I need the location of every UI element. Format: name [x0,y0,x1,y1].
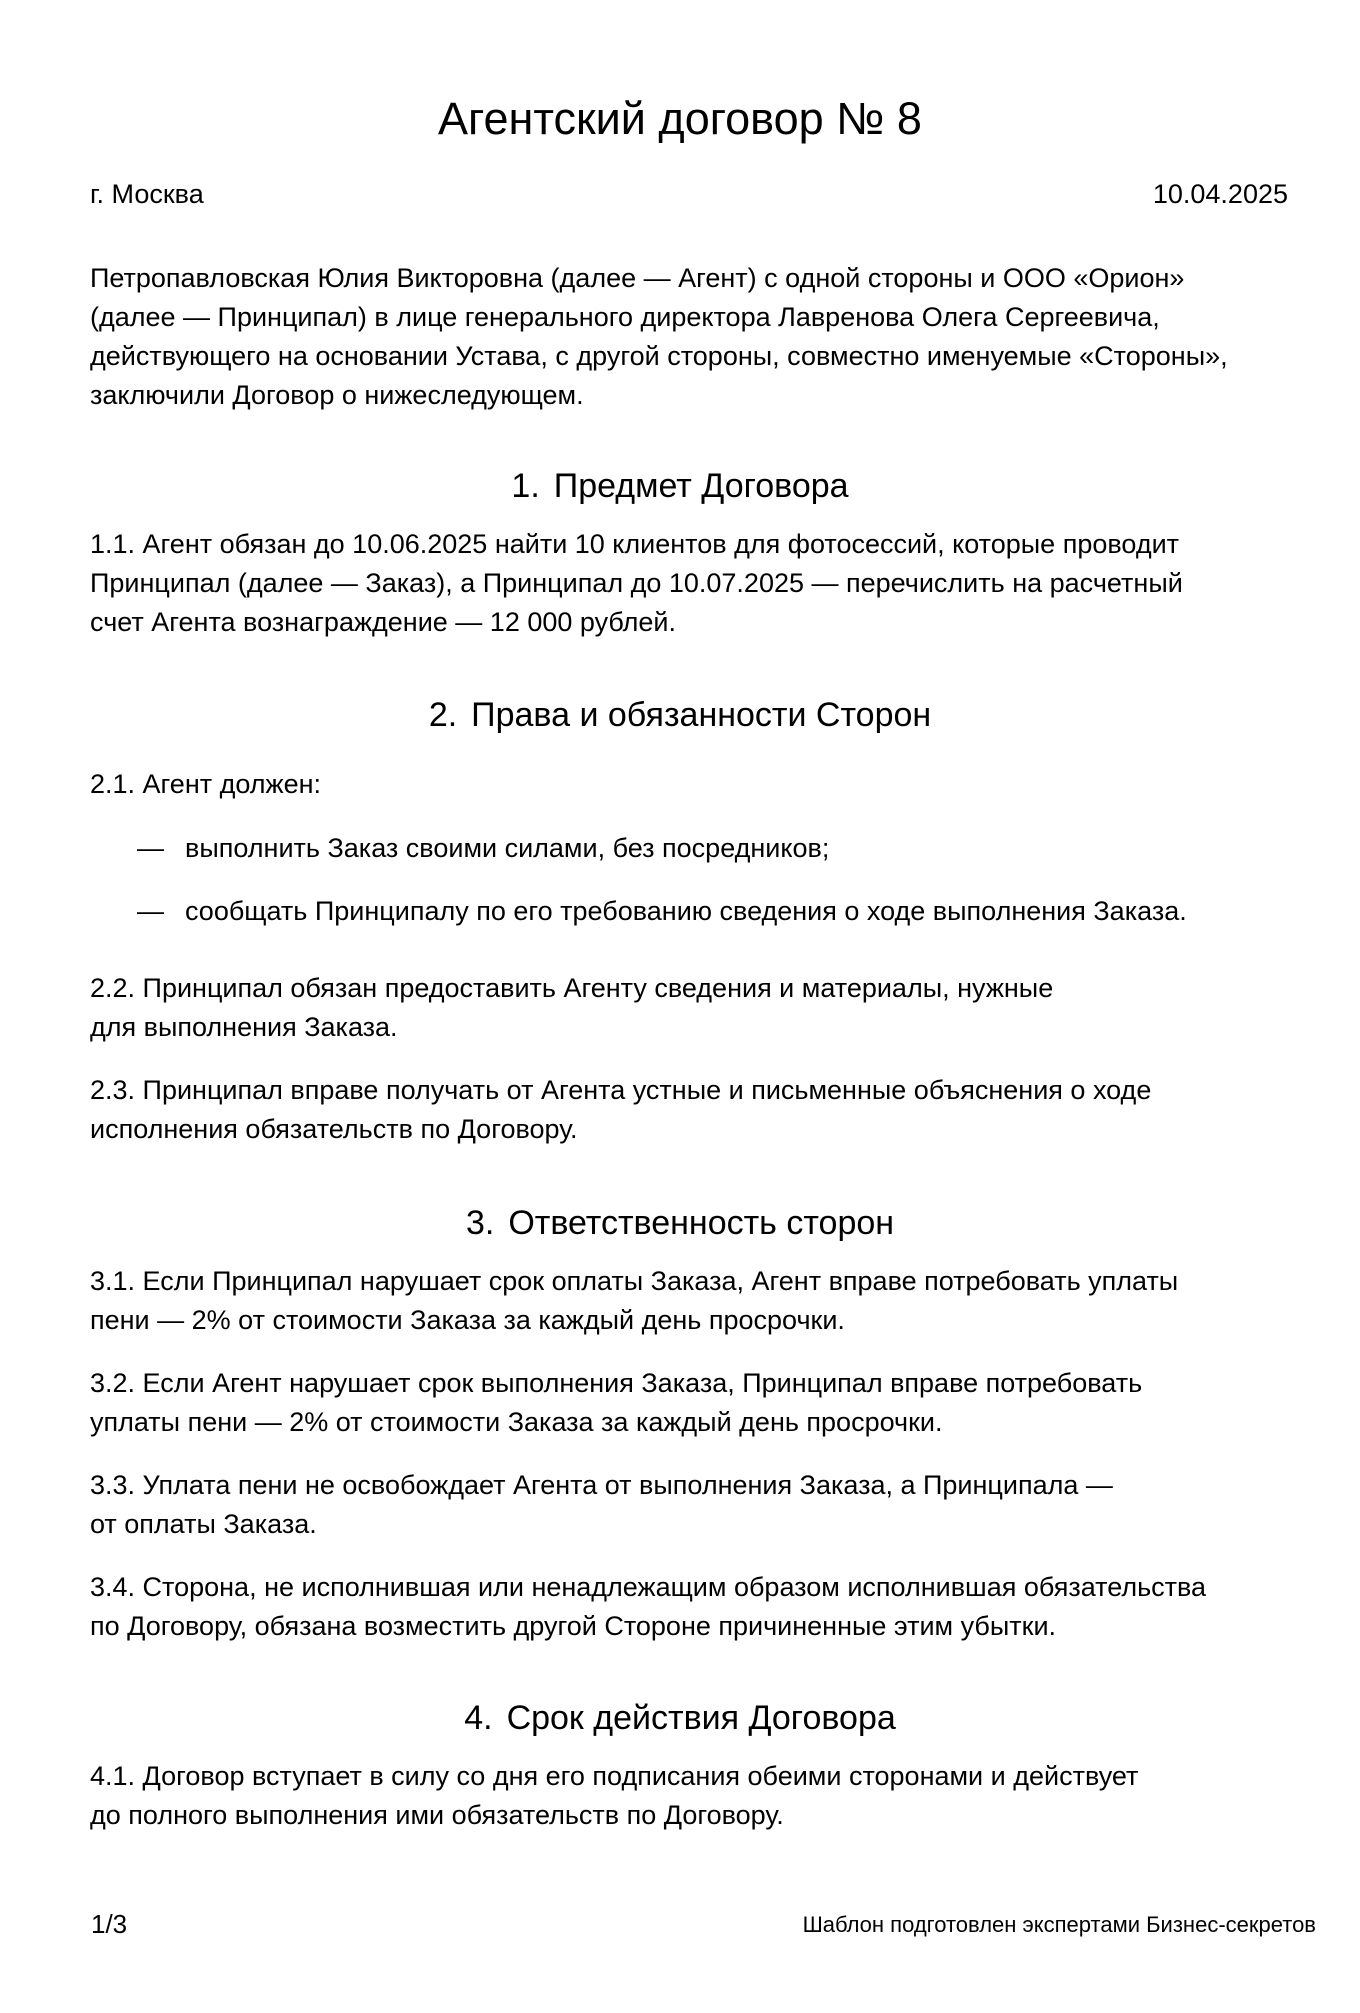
bullet-text: сообщать Принципалу по его требованию сведения о ходе выполнения Заказа. [185,896,1187,926]
clause-line: Принципал (далее — Заказ), а Принципал до 10.07.2025 — перечислить на расчетный [90,568,1183,598]
section-title: Срок действия Договора [506,1699,896,1737]
clause-line: по Договору, обязана возместить другой Стороне причиненные этим убытки. [90,1611,1057,1641]
clause-line: уплаты пени — 2% от стоимости Заказа за каждый день просрочки. [90,1407,943,1437]
document-title: Агентский договор № 8 [438,93,922,144]
section-title: Предмет Договора [553,467,849,505]
section-number: 2. [428,696,458,734]
clause-line: 2.2. Принципал обязан предоставить Агенту сведения и материалы, нужные [90,973,1054,1003]
clause-line: счет Агента вознаграждение — 12 000 рублей. [90,607,677,637]
section-heading [0,1203,1360,1243]
clause-line: от оплаты Заказа. [90,1509,317,1539]
footer-credit: Шаблон подготовлен экспертами Бизнес-секретов [802,1912,1316,1937]
clause-line: 2.1. Агент должен: [90,769,322,799]
clause-line: исполнения обязательств по Договору. [90,1114,578,1144]
section-title: Ответственность сторон [508,1204,895,1242]
clause-line: 3.4. Сторона, не исполнившая или ненадлежащим образом исполнившая обязательства [90,1572,1207,1602]
clause-line: 4.1. Договор вступает в силу со дня его подписания обеими сторонами и действует [90,1761,1139,1791]
clause-line: до полного выполнения ими обязательств по Договору. [90,1800,784,1830]
section-number: 4. [464,1699,493,1737]
clause-line: пени — 2% от стоимости Заказа за каждый день просрочки. [90,1305,845,1335]
preamble-line: заключили Договор о нижеследующем. [90,380,584,410]
clause-line: 3.1. Если Принципал нарушает срок оплаты Заказа, Агент вправе потребовать уплаты [90,1266,1179,1296]
section-heading [0,695,1360,735]
section-number: 1. [511,467,540,505]
page-number: 1/3 [91,1909,128,1939]
clause-line: 3.3. Уплата пени не освобождает Агента от выполнения Заказа, а Принципала — [90,1470,1113,1500]
section-title: Права и обязанности Сторон [471,696,932,734]
section-heading [0,1698,1360,1738]
preamble-line: (далее — Принципал) в лице генерального директора Лавренова Олега Сергеевича, [90,302,1160,332]
clause-line: 2.3. Принципал вправе получать от Агента устные и письменные объяснения о ходе [90,1075,1152,1105]
section-heading [0,466,1360,506]
document-city: г. Москва [90,179,204,209]
dash-bullet-icon: — [137,833,164,863]
dash-bullet-icon: — [137,896,164,926]
preamble-line: Петропавловская Юлия Викторовна (далее — Агент) с одной стороны и ООО «Орион» [90,263,1185,293]
section-number: 3. [465,1204,495,1242]
preamble-line: действующего на основании Устава, с другой стороны, совместно именуемые «Стороны», [90,341,1228,371]
document-date: 10.04.2025 [1152,179,1288,209]
clause-line: для выполнения Заказа. [90,1012,398,1042]
clause-line: 3.2. Если Агент нарушает срок выполнения Заказа, Принципал вправе потребовать [90,1368,1143,1398]
bullet-text: выполнить Заказ своими силами, без посредников; [185,833,830,863]
clause-line: 1.1. Агент обязан до 10.06.2025 найти 10 клиентов для фотосессий, которые проводит [90,529,1180,559]
